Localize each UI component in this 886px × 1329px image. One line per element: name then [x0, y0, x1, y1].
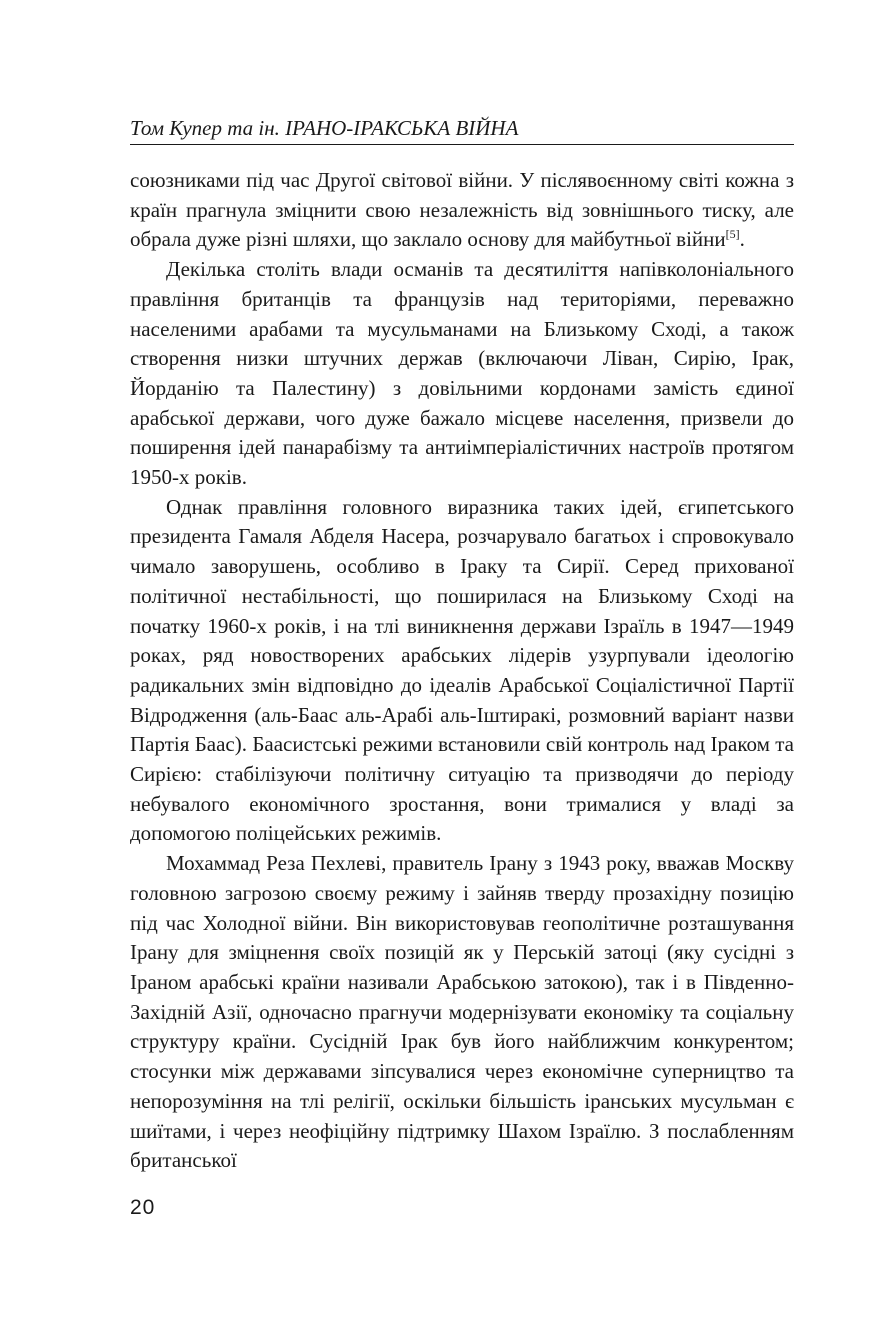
running-header [130, 114, 794, 145]
paragraph-1-text: союзниками під час Другої світової війни. У післявоєнному світі кожна з країн прагнула зміцнити свою незалежність від зовнішнього тиску, але обрала дуже різні шляхи, що заклало основу для майбутньої війни [130, 168, 794, 252]
header-book-title: ІРАНО-ІРАКСЬКА ВІЙНА [285, 116, 519, 140]
paragraph-3: Однак правління головного виразника таких ідей, єгипетського президента Гамаля Абделя Насера, розчарувало багатьох і спровокувало чимало заворушень, особливо в Іраку та Сирії. Серед прихованої політичної нестабільності, що поширилася на Близькому Сході на початку 1960-х років, і на тлі виникнення держави Ізраїль в 1947—1949 роках, ряд новостворених арабських лідерів узурпували ідеологію радикальних змін відповідно до ідеалів Арабської Соціалістичної Партії Відродження (аль-Баас аль-Арабі аль-Іштиракі, розмовний варіант назви Партія Баас). Баасистські режими встановили свій контроль над Іраком та Сирією: стабілізуючи політичну ситуацію та призводячи до періоду небувалого економічного зростання, вони трималися у владі за допомогою поліцейських режимів. [130, 494, 794, 846]
page-number: 20 [130, 1196, 156, 1219]
footnote-reference[interactable]: [5] [725, 227, 740, 242]
header-authors: Том Купер та ін. [130, 116, 280, 140]
paragraph-1-tail: . [739, 227, 745, 252]
paragraph-2: Декілька століть влади османів та десятиліття напівколоніального правління британців та французів над територіями, переважно населеними арабами та мусульманами на Близькому Сході, а також створення низки штучних держав (включаючи Ліван, Сирію, Ірак, Йорданію та Палестину) з довільними кордонами замість єдиної арабської держави, чого дуже бажало місцеве населення, призвели до поширення ідей панарабізму та антиімперіалістичних настроїв протягом 1950-х років. [130, 257, 794, 490]
paragraph-4: Мохаммад Реза Пехлеві, правитель Ірану з 1943 року, вважав Москву головною загрозою своєму режиму і зайняв тверду прозахідну позицію під час Холодної війни. Він використовував геополітичне розташування Ірану для зміцнення своїх позицій як у Перській затоці (яку сусідні з Іраном арабські країни називали Арабською затокою), так і в Південно-Західній Азії, одночасно прагнучи модернізувати економіку та соціальну структуру країни. Сусідній Ірак був його найближчим конкурентом; стосунки між державами зіпсувалися через економічне суперництво та непорозуміння на тлі релігії, оскільки більшість іранських мусульман є шиїтами, і через неофіційну підтримку Шахом Ізраїлю. З послабленням британської [130, 851, 794, 1173]
body-text [130, 166, 794, 1176]
paragraph-1 [130, 166, 794, 255]
